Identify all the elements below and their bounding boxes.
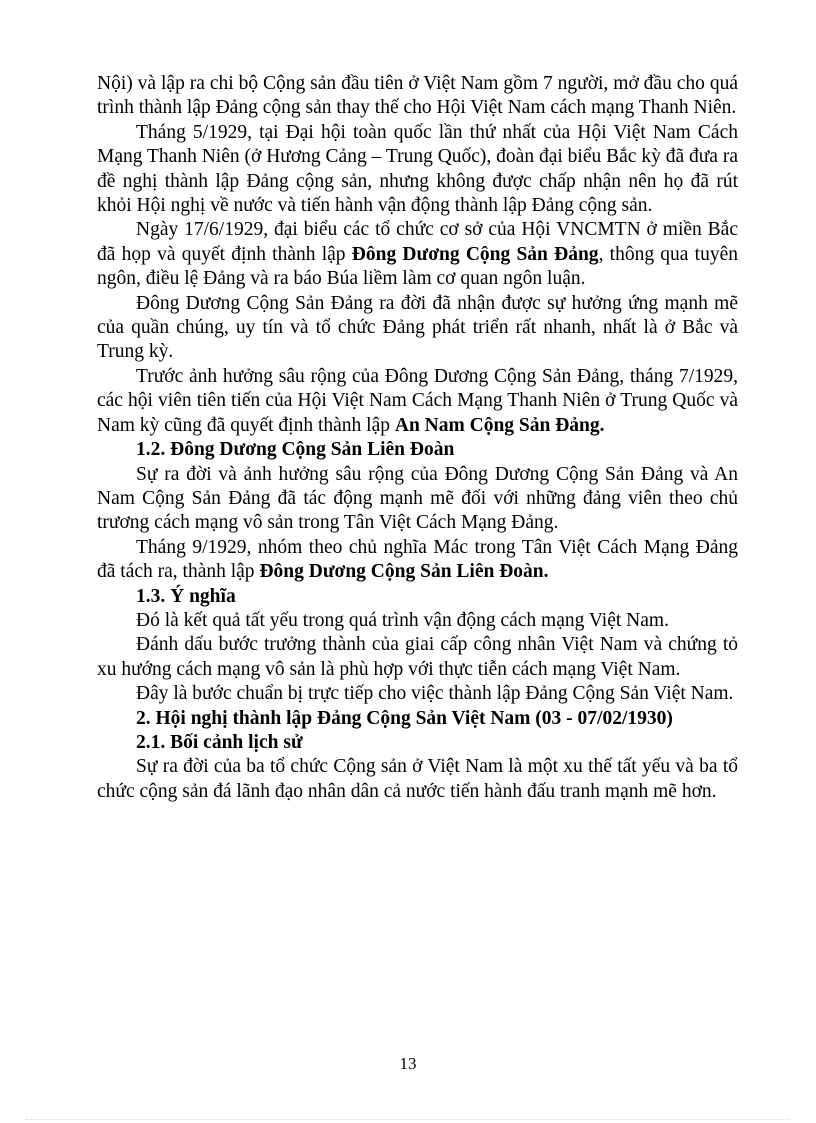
paragraph	[97, 536, 738, 585]
paragraph: Đây là bước chuẩn bị trực tiếp cho việc thành lập Đảng Cộng Sản Việt Nam.	[136, 683, 734, 705]
paragraph: Đó là kết quả tất yếu trong quá trình vận động cách mạng Việt Nam.	[136, 609, 669, 631]
section-heading-2: 2. Hội nghị thành lập Đảng Cộng Sản Việt Nam (03 - 07/02/1930)	[136, 707, 673, 729]
paragraph	[97, 218, 738, 291]
paragraph: Nội) và lập ra chi bộ Cộng sản đầu tiên ở Việt Nam gồm 7 người, mở đầu cho quá trình thành lập Đảng cộng sản thay thế cho Hội Việt Nam cách mạng Thanh Niên.	[97, 73, 738, 119]
paragraph: Đông Dương Cộng Sản Đảng ra đời đã nhận được sự hưởng ứng mạnh mẽ của quần chúng, uy tín và tổ chức Đảng phát triển rất nhanh, nhất là ở Bắc và Trung kỳ.	[97, 292, 738, 363]
paragraph-text: Tháng 9/1929, nhóm theo chủ nghĩa Mác trong Tân Việt Cách Mạng Đảng đã tách ra, thành lập	[97, 536, 738, 583]
bold-term: Đông Dương Cộng Sản Đảng	[351, 243, 599, 265]
bold-term: Đông Dương Cộng Sản Liên Đoàn.	[259, 561, 549, 583]
page-number: 13	[399, 1054, 417, 1073]
paragraph: Sự ra đời và ảnh hưởng sâu rộng của Đông Dương Cộng Sản Đảng và An Nam Cộng Sản Đảng đã tác động mạnh mẽ đối với những đảng viên theo chủ trương cách mạng vô sản trong Tân Việt Cách Mạng Đảng.	[97, 463, 738, 534]
bold-term: An Nam Cộng Sản Đảng.	[394, 414, 605, 436]
paragraph-text: Trước ảnh hưởng sâu rộng của Đông Dương Cộng Sản Đảng, tháng 7/1929, các hội viên tiên tiến của Hội Việt Nam Cách Mạng Thanh Niên ở Trung Quốc và Nam kỳ cũng đã quyết định thành lập	[97, 365, 738, 436]
paragraph-text: Ngày 17/6/1929, đại biểu các tổ chức cơ sở của Hội VNCMTN ở miền Bắc đã họp và quyết định thành lập	[97, 219, 738, 265]
section-heading-1-2: 1.2. Đông Dương Cộng Sản Liên Đoàn	[136, 439, 455, 461]
paragraph	[97, 365, 738, 438]
paragraph: Sự ra đời của ba tổ chức Cộng sản ở Việt Nam là một xu thế tất yếu và ba tổ chức cộng sản đá lãnh đạo nhân dân cả nước tiến hành đấu tranh mạnh mẽ hơn.	[97, 756, 738, 802]
paragraph: Tháng 5/1929, tại Đại hội toàn quốc lần thứ nhất của Hội Việt Nam Cách Mạng Thanh Niên (ở Hương Cảng – Trung Quốc), đoàn đại biểu Bắc kỳ đã đưa ra đề nghị thành lập Đảng cộng sản, nhưng không được chấp nhận nên họ đã rút khỏi Hội nghị về nước và tiến hành vận động thành lập Đảng cộng sản.	[97, 121, 738, 217]
section-heading-1-3: 1.3. Ý nghĩa	[136, 585, 236, 607]
paragraph: Đánh dấu bước trưởng thành của giai cấp công nhân Việt Nam và chứng tỏ xu hướng cách mạng vô sản là phù hợp với thực tiễn cách mạng Việt Nam.	[97, 634, 738, 680]
footer-divider	[26, 1119, 790, 1120]
section-heading-2-1: 2.1. Bối cảnh lịch sử	[136, 731, 303, 753]
paragraph-text: , thông qua tuyên ngôn, điều lệ Đảng và ra báo Búa liềm làm cơ quan ngôn luận.	[97, 243, 738, 290]
document-body	[97, 72, 738, 804]
